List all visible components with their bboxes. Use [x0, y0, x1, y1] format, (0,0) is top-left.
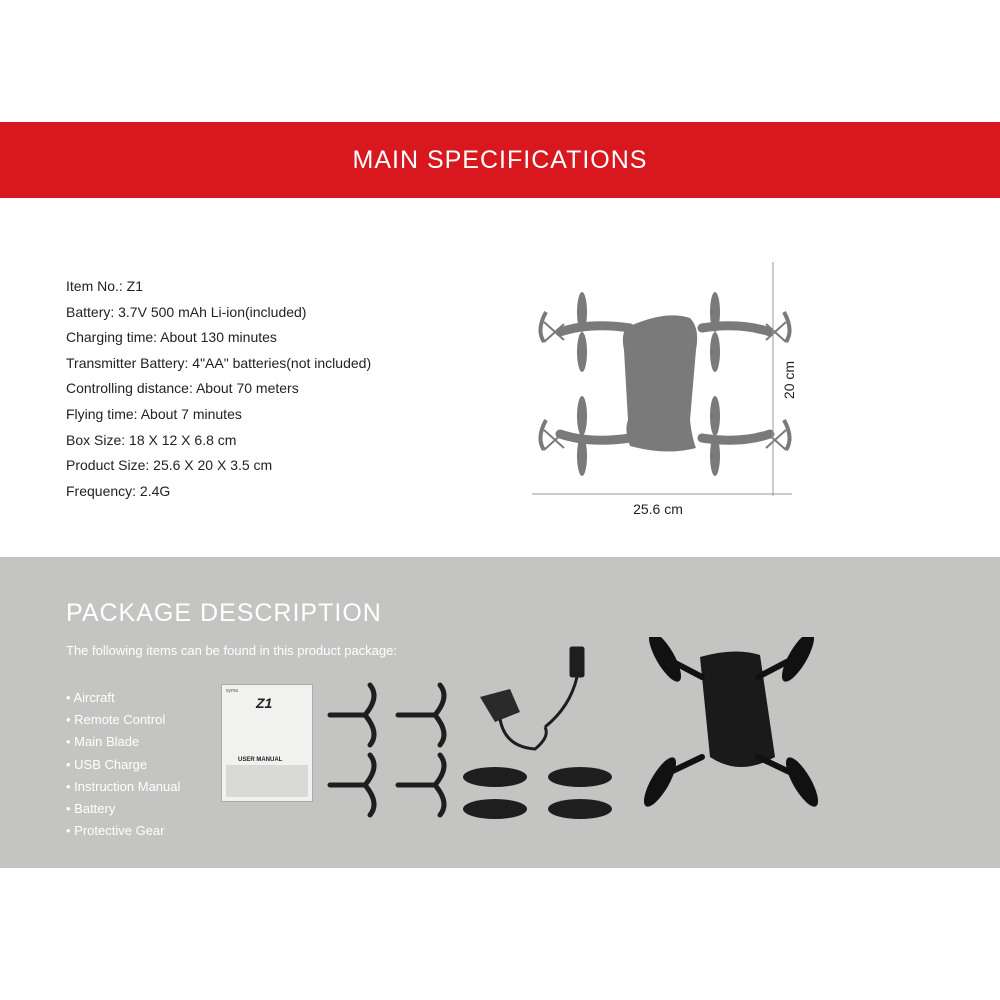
package-item: • Main Blade: [66, 734, 140, 750]
spec-item: Battery: 3.7V 500 mAh Li-ion(included): [66, 303, 307, 320]
spec-item: Box Size: 18 X 12 X 6.8 cm: [66, 431, 237, 448]
height-label: 20 cm: [781, 360, 797, 400]
package-contents-illustration: [320, 637, 1000, 867]
aircraft-icon: [638, 637, 824, 811]
battery-icon: [480, 689, 546, 749]
main-blade-icon: [463, 767, 612, 819]
manual-brand: syma: [226, 688, 238, 694]
package-subtitle: The following items can be found in this product package:: [66, 643, 397, 658]
package-item: • Remote Control: [66, 712, 166, 728]
package-item: • Instruction Manual: [66, 778, 181, 794]
drone-silhouette-icon: [540, 292, 789, 476]
manual-model: Z1: [256, 695, 273, 711]
drone-dimension-diagram: [520, 250, 810, 530]
usb-charger-icon: [545, 647, 584, 727]
package-title: PACKAGE DESCRIPTION: [66, 599, 382, 627]
package-item: • USB Charge: [66, 756, 148, 772]
spec-item: Controlling distance: About 70 meters: [66, 380, 299, 397]
package-section: [0, 557, 1000, 868]
manual-label: USER MANUAL: [238, 757, 283, 763]
package-item: • Battery: [66, 801, 116, 817]
spec-item: Item No.: Z1: [66, 278, 144, 294]
spec-item: Charging time: About 130 minutes: [66, 329, 277, 346]
protective-gear-icon: [330, 685, 444, 815]
section-title: MAIN SPECIFICATIONS: [352, 145, 648, 174]
manual-panel: [226, 765, 308, 797]
width-label: 25.6 cm: [633, 501, 683, 517]
spec-item: Transmitter Battery: 4"AA" batteries(not included): [66, 354, 372, 371]
spec-item: Frequency: 2.4G: [66, 482, 171, 499]
user-manual-image: [221, 684, 313, 802]
spec-list: [66, 274, 371, 504]
spec-item: Product Size: 25.6 X 20 X 3.5 cm: [66, 457, 273, 474]
spec-item: Flying time: About 7 minutes: [66, 405, 242, 422]
package-item: • Aircraft: [66, 690, 115, 705]
package-item-list: [66, 687, 180, 842]
section-banner: [0, 122, 1000, 198]
package-item: • Protective Gear: [66, 823, 165, 839]
